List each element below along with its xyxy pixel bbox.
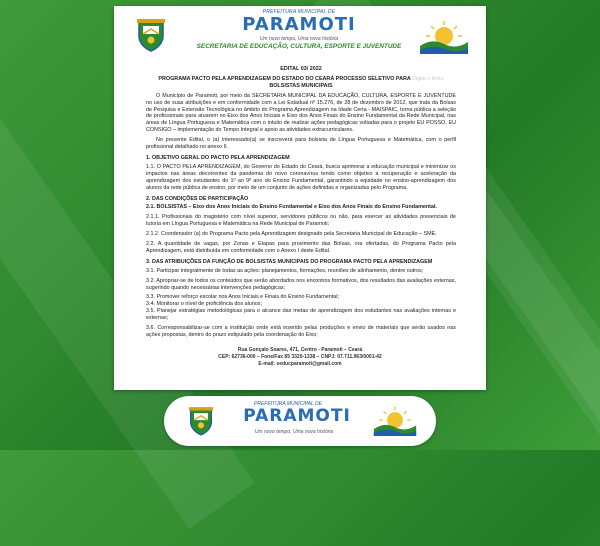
section-paragraph: 3.2. Apropriar-se de todos os conteúdos que serão abordados nos encontros formativos, dos resultados das avaliações externas, sugerindo quando necessárias intervenções pedagógicas; — [146, 277, 456, 291]
intro-paragraph: No presente Edital, o (a) interessado(a) se inscreverá para bolsista de Língua Portuguesa e Matemática, com o perfil profissional detalhado no anexo II. — [146, 137, 456, 151]
section-paragraph: 2.1.1. Profissionais do magistério com nível superior, servidores públicos ou não, para exercer as atividades presenciais de tutoria em Língua Portuguesa e Matemática na Rede Municipal de Paramoti; — [146, 214, 456, 228]
section-paragraph: 1.1. O PACTO PELA APRENDIZAGEM, do Governo do Estado do Ceará, busca aprimorar a educação municipal e minimizar os impactos nas áreas decorrentes da pandemia do novo coronavírus tendo como objetivo a recuperação e aceleração da aprendizagem dos estudantes do 1º ao 9º ano do Ensino Fundamental, garantindo a equidade no ensino-aprendizagem dos alunos da rede pública de ensino, por meio de um conjunto de ações definidas e organizadas pelo Programa. — [146, 163, 456, 191]
section-paragraph: 3.1. Participar integralmente de todas as ações: planejamentos, formações, reuniões de alinhamento, dentre outros; — [146, 267, 424, 274]
edital-number: EDITAL 03/ 2022 — [280, 66, 322, 72]
prefeitura-label: PREFEITURA MUNICIPAL DE — [262, 9, 336, 15]
section-paragraph: 3.4. Monitorar o nível de proficiência dos alunos; — [146, 301, 262, 308]
municipal-crest-icon — [136, 18, 166, 52]
section-paragraph: 2.1.2. Coordenador (a) do Programa Pacto pela Aprendizagem designado pela Secretaria Municipal de Educação – SME. — [146, 231, 437, 238]
section-heading: 2. DAS CONDIÇÕES DE PARTICIPAÇÃO — [146, 195, 249, 202]
banner-brand-title: PARAMOTI — [243, 406, 351, 426]
banner-slogan: Um novo tempo, Uma nova história — [254, 429, 334, 435]
section-heading: 3. DAS ATRIBUIÇÕES DA FUNÇÃO DE BOLSISTAS MUNICIPAIS DO PROGRAMA PACTO PELA APRENDIZAGEM — [146, 258, 433, 265]
sun-landscape-icon — [372, 406, 418, 436]
section-heading: 1. OBJETIVO GERAL DO PACTO PELA APRENDIZAGEM — [146, 154, 290, 161]
edital-title — [146, 76, 456, 90]
footer-address: Rua Gonçalo Soares, 471, Centro - Paramoti – Ceará — [237, 347, 363, 353]
edital-title-tail: BOLSISTAS MUNICIPAIS — [269, 82, 333, 89]
section-paragraph: 3.3. Promover reforço escolar nos Anos Iniciais e Finais do Ensino Fundamental; — [146, 294, 339, 301]
brand-title: PARAMOTI — [242, 14, 356, 35]
section-paragraph: 3.6. Corresponsabilizar-se com a instituição onde está inserido pelas produções e envio de materiais que serão usados nas ações propostas, dentro do prazo estipulado pela coordenação do Eixo; — [146, 325, 456, 338]
bottom-brand-banner — [164, 396, 436, 446]
edital-title-main: PROGRAMA PACTO PELA APRENDIZAGEM DO ESTADO DO CEARÁ PROCESSO SELETIVO PARA — [158, 75, 411, 82]
footer-email: E-mail: seducparamoti@gmail.com — [258, 360, 342, 367]
banner-prefeitura-label: PREFEITURA MUNICIPAL DE — [254, 401, 322, 407]
municipal-crest-icon — [188, 406, 214, 436]
footer-contact: CEP: 62736-000 – Fone/Fax 85 3320-1338 – CNPJ: 07.711.963/0001-42 — [218, 353, 382, 360]
document-footer — [114, 347, 486, 367]
brand-slogan: Um novo tempo, Uma nova história — [259, 36, 339, 42]
section-paragraph: 3.5. Planejar estratégias metodológicas para o alcance das metas de aprendizagem dos estudantes nas avaliações internas e externas; — [146, 308, 456, 322]
sun-landscape-icon — [420, 20, 468, 54]
edital-title-placeholder: Digite o texto — [412, 75, 444, 82]
intro-paragraph: O Município de Paramoti, por meio da SECRETARIA MUNICIPAL DA EDUCAÇÃO, CULTURA, ESPORTE E JUVENTUDE no uso de suas atribuições e em conformidade com a Lei Estadual nº 15.276, de 28 de dezembro de 2012, que trata da Bolsas de Pesquisa e Extensão Tecnológica no âmbito do Programa Aprendizagem na Idade Certa - MAISPAIC, torna pública a seleção de profissionais para atuarem no Eixo dos Anos Iniciais e Eixo dos Anos Finais do Ensino Fundamental da Rede Municipal, nas áreas de Língua Portuguesa e Matemática com o intuito de realizar ações pedagógicas voltadas para o projeto EU POSSO, EU CONSIGO – implementação do Tempo Integral e apoio as atividades extracurriculares. — [146, 92, 456, 134]
section-paragraph: 2.1. BOLSISTAS – Eixo dos Anos Iniciais do Ensino Fundamental e Eixo dos Anos Finais do Ensino Fundamental. — [146, 204, 437, 211]
document-body — [146, 66, 456, 342]
edital-document — [114, 6, 486, 390]
section-paragraph: 2.2. A quantidade de vagas, por Zonas e Etapas para provimento das Bolsas, ora ofertadas, do Programa Pacto pela Aprendizagem, está distribuída em conformidade com o Anexo I deste Edital. — [146, 241, 456, 254]
secretaria-title: SECRETARIA DE EDUCAÇÃO, CULTURA, ESPORTE E JUVENTUDE — [196, 43, 402, 50]
document-header — [114, 6, 486, 62]
